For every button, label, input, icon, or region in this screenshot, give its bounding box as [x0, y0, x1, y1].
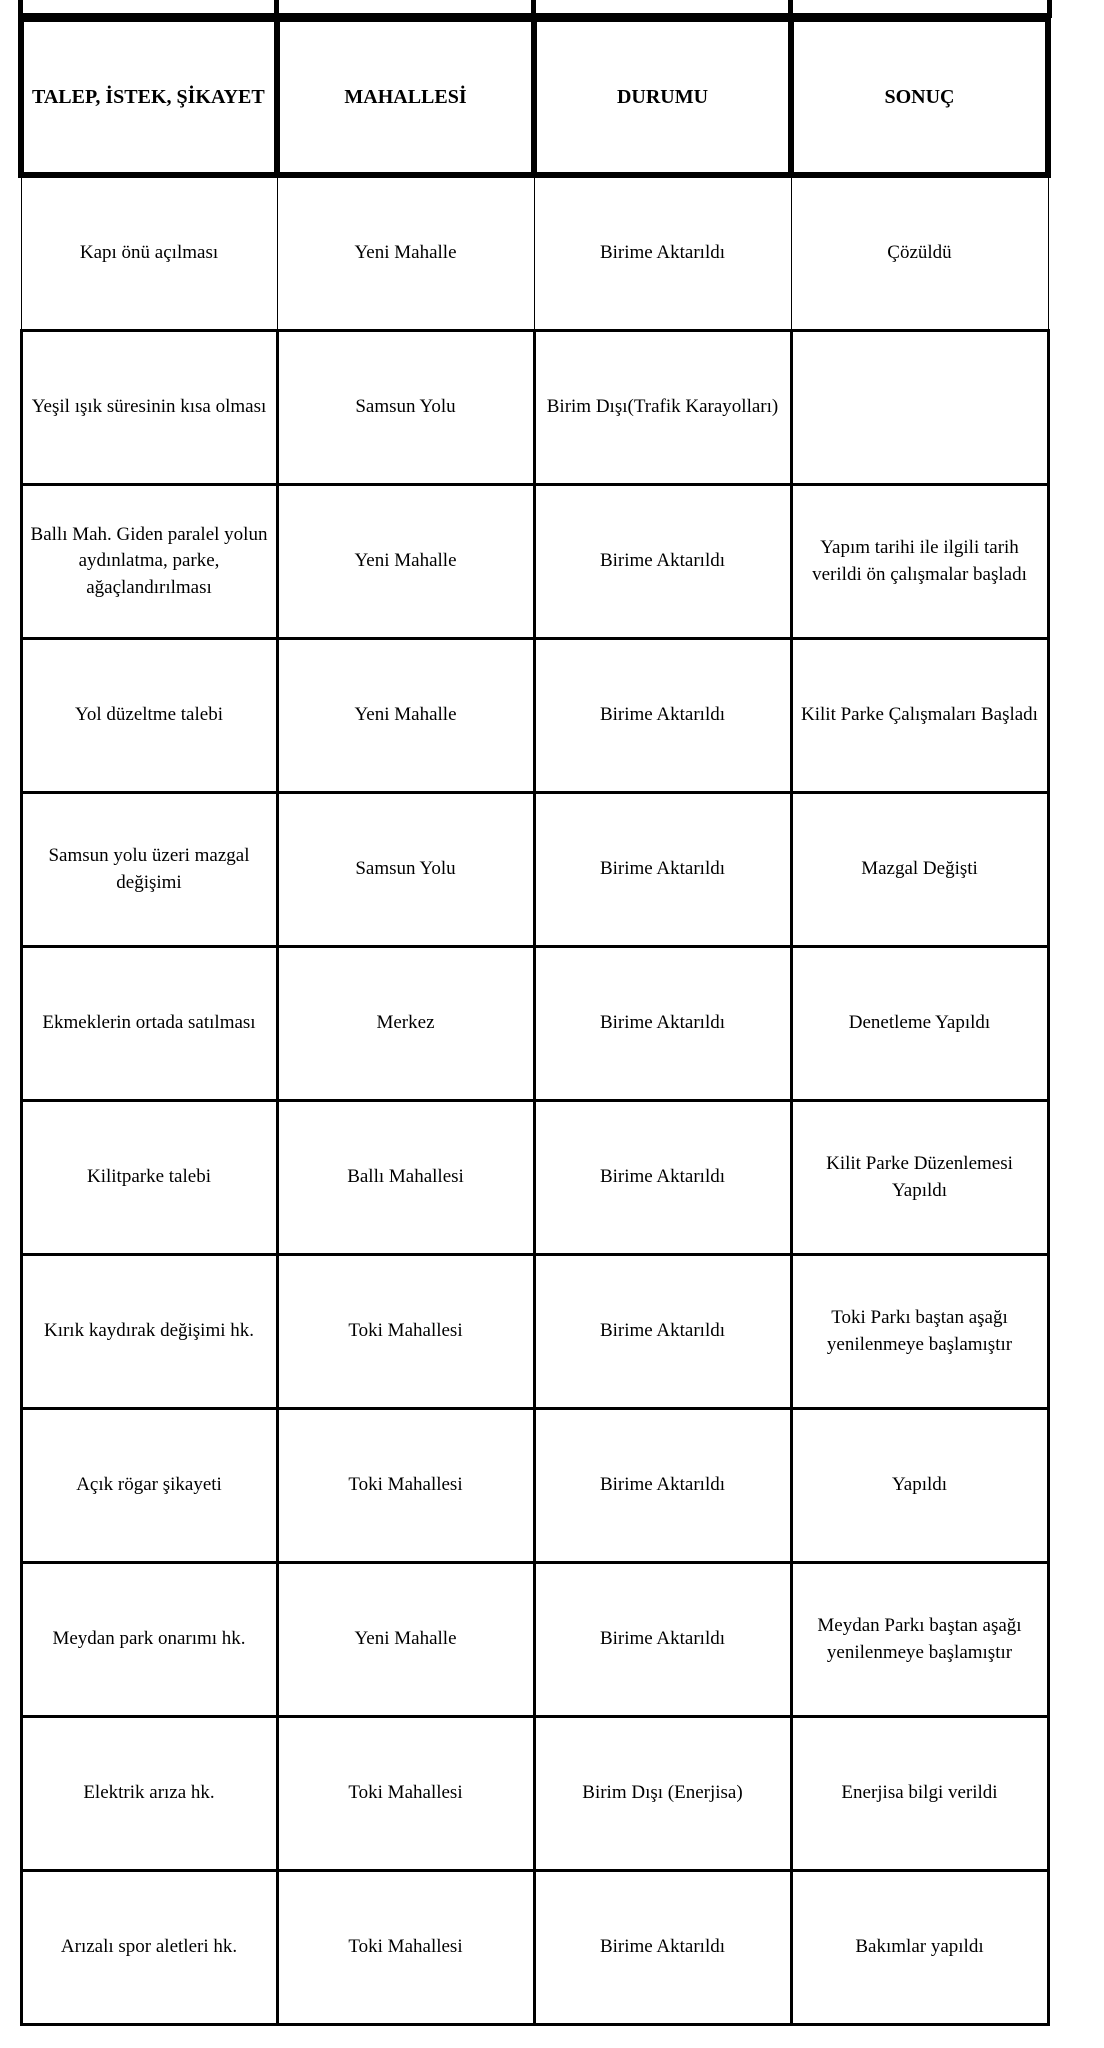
header-result: SONUÇ — [791, 19, 1048, 175]
cell-request: Samsun yolu üzeri mazgal değişimi — [21, 793, 277, 947]
cell-request: Yol düzeltme talebi — [21, 639, 277, 793]
table-row — [21, 1409, 1048, 1563]
cell-neighborhood: Yeni Mahalle — [277, 639, 534, 793]
cell-neighborhood: Toki Mahallesi — [277, 1717, 534, 1871]
cell-neighborhood: Samsun Yolu — [277, 793, 534, 947]
cell-neighborhood: Yeni Mahalle — [277, 175, 534, 331]
cell-neighborhood: Toki Mahallesi — [277, 1255, 534, 1409]
cell-result: Denetleme Yapıldı — [791, 947, 1048, 1101]
cell-result: Mazgal Değişti — [791, 793, 1048, 947]
table-row — [21, 1101, 1048, 1255]
table-row — [21, 175, 1048, 331]
cell-request: Kapı önü açılması — [21, 175, 277, 331]
table-row — [21, 639, 1048, 793]
table-row — [21, 947, 1048, 1101]
cell-status: Birime Aktarıldı — [534, 1255, 791, 1409]
cell-neighborhood: Toki Mahallesi — [277, 1871, 534, 2025]
cell-neighborhood: Ballı Mahallesi — [277, 1101, 534, 1255]
table-row — [21, 485, 1048, 639]
cell-neighborhood: Yeni Mahalle — [277, 1563, 534, 1717]
cell-result: Bakımlar yapıldı — [791, 1871, 1048, 2025]
cell-result: Enerjisa bilgi verildi — [791, 1717, 1048, 1871]
cell-status: Birime Aktarıldı — [534, 639, 791, 793]
cell-result: Yapım tarihi ile ilgili tarih verildi ön çalışmalar başladı — [791, 485, 1048, 639]
cell-status: Birime Aktarıldı — [534, 1563, 791, 1717]
table-row — [21, 1563, 1048, 1717]
cell-neighborhood: Samsun Yolu — [277, 331, 534, 485]
header-neighborhood: MAHALLESİ — [277, 19, 534, 175]
cell-result: Toki Parkı baştan aşağı yenilenmeye başlamıştır — [791, 1255, 1048, 1409]
cell-neighborhood: Merkez — [277, 947, 534, 1101]
table-row — [21, 331, 1048, 485]
table-row — [21, 793, 1048, 947]
cell-request: Arızalı spor aletleri hk. — [21, 1871, 277, 2025]
cell-request: Kilitparke talebi — [21, 1101, 277, 1255]
cell-request: Ballı Mah. Giden paralel yolun aydınlatma, parke, ağaçlandırılması — [21, 485, 277, 639]
header-status: DURUMU — [534, 19, 791, 175]
cell-result: Meydan Parkı baştan aşağı yenilenmeye başlamıştır — [791, 1563, 1048, 1717]
cell-request: Elektrik arıza hk. — [21, 1717, 277, 1871]
header-row — [21, 19, 1048, 175]
cell-neighborhood: Toki Mahallesi — [277, 1409, 534, 1563]
cell-request: Kırık kaydırak değişimi hk. — [21, 1255, 277, 1409]
cell-result — [791, 331, 1048, 485]
cell-request: Meydan park onarımı hk. — [21, 1563, 277, 1717]
cell-result: Çözüldü — [791, 175, 1048, 331]
cell-result: Yapıldı — [791, 1409, 1048, 1563]
cell-request: Ekmeklerin ortada satılması — [21, 947, 277, 1101]
cell-neighborhood: Yeni Mahalle — [277, 485, 534, 639]
cell-status: Birime Aktarıldı — [534, 1871, 791, 2025]
cell-status: Birime Aktarıldı — [534, 1409, 791, 1563]
header-request: TALEP, İSTEK, ŞİKAYET — [21, 19, 277, 175]
cell-status: Birime Aktarıldı — [534, 175, 791, 331]
cell-status: Birim Dışı(Trafik Karayolları) — [534, 331, 791, 485]
table-row — [21, 1871, 1048, 2025]
cell-request: Açık rögar şikayeti — [21, 1409, 277, 1563]
cell-request: Yeşil ışık süresinin kısa olması — [21, 331, 277, 485]
cell-status: Birime Aktarıldı — [534, 1101, 791, 1255]
cell-status: Birime Aktarıldı — [534, 485, 791, 639]
request-status-table — [18, 16, 1051, 2026]
cell-result: Kilit Parke Düzenlemesi Yapıldı — [791, 1101, 1048, 1255]
cell-status: Birim Dışı (Enerjisa) — [534, 1717, 791, 1871]
cell-result: Kilit Parke Çalışmaları Başladı — [791, 639, 1048, 793]
cell-status: Birime Aktarıldı — [534, 793, 791, 947]
table-row — [21, 1717, 1048, 1871]
table-row — [21, 1255, 1048, 1409]
cell-status: Birime Aktarıldı — [534, 947, 791, 1101]
